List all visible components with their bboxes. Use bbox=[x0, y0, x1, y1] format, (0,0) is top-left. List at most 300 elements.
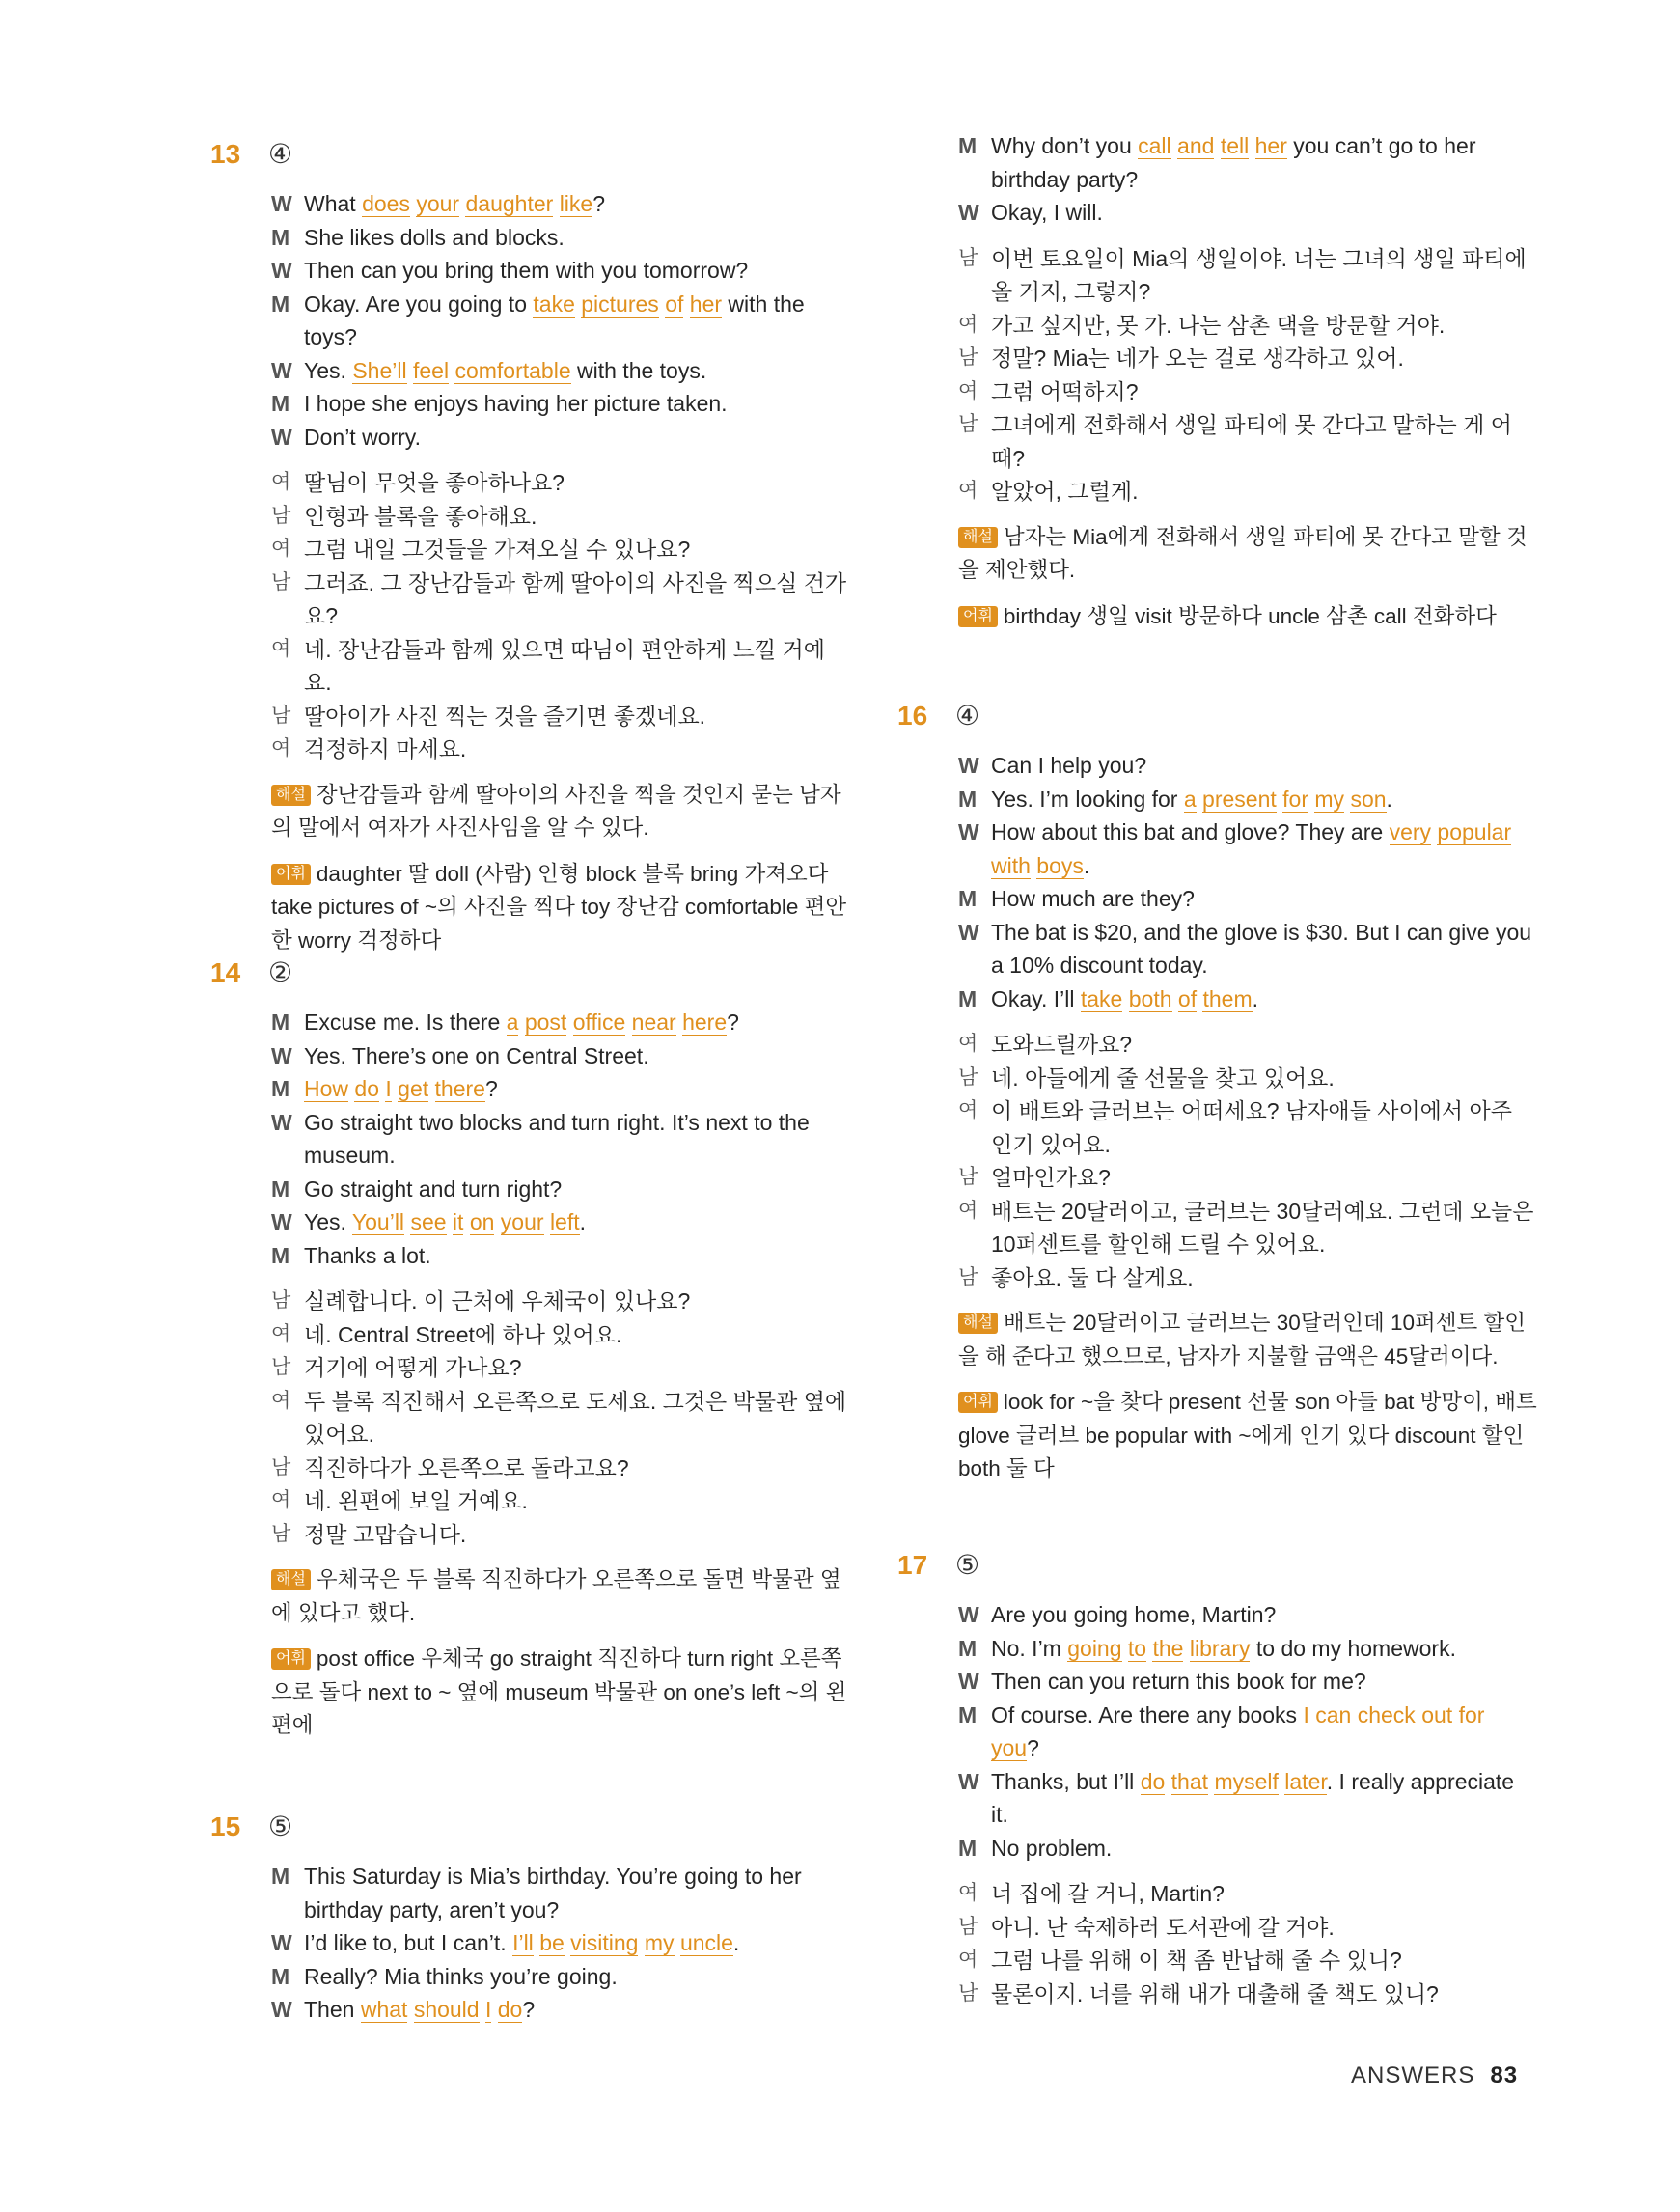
blank-answer-word: popular bbox=[1437, 819, 1512, 844]
dialogue-text bbox=[304, 254, 850, 288]
dialogue-text bbox=[304, 1173, 850, 1206]
dialogue-text bbox=[304, 354, 850, 388]
speaker-label: M bbox=[958, 1835, 978, 1861]
dialogue-segment: . bbox=[1252, 985, 1259, 1011]
dialogue-line bbox=[958, 816, 1537, 882]
blank-answer-word: on bbox=[469, 1209, 495, 1234]
korean-text: 가고 싶지만, 못 가. 나는 삼촌 댁을 방문할 거야. bbox=[991, 312, 1446, 338]
english-dialogue bbox=[271, 1860, 850, 2027]
answer-choice: ⑤ bbox=[268, 1811, 293, 1841]
explanation-badge: 해설 bbox=[271, 785, 311, 806]
dialogue-line bbox=[271, 1205, 850, 1239]
answer-choice: ⑤ bbox=[955, 1550, 980, 1580]
korean-speaker: 남 bbox=[958, 246, 978, 269]
korean-line bbox=[958, 408, 1537, 475]
blank-answer-word: I’ll bbox=[512, 1930, 534, 1955]
dialogue-segment bbox=[553, 191, 559, 216]
korean-speaker: 남 bbox=[271, 704, 291, 727]
blank-answer-word: for bbox=[1282, 786, 1308, 812]
blank-answer-word: her bbox=[689, 290, 723, 317]
explanation-text: 우체국은 두 블록 직진하다가 오른쪽으로 돌면 박물관 옆에 있다고 했다. bbox=[271, 1567, 841, 1625]
korean-line bbox=[271, 1318, 850, 1352]
dialogue-segment: Go straight and turn right? bbox=[304, 1175, 563, 1202]
dialogue-text bbox=[991, 816, 1537, 882]
korean-speaker: 남 bbox=[271, 1455, 291, 1479]
korean-text: 걱정하지 마세요. bbox=[304, 736, 467, 761]
question-number: 15 bbox=[210, 1811, 241, 1841]
english-dialogue bbox=[958, 749, 1537, 1015]
speaker-label: M bbox=[958, 985, 978, 1011]
dialogue-text bbox=[304, 221, 850, 255]
dialogue-line bbox=[271, 354, 850, 388]
korean-text: 물론이지. 너를 위해 내가 대출해 줄 책도 있니? bbox=[991, 1980, 1439, 2006]
vocab-badge: 어휘 bbox=[271, 1648, 311, 1670]
vocabulary bbox=[271, 858, 850, 958]
blank-answer-word: like bbox=[559, 191, 593, 216]
korean-speaker: 여 bbox=[958, 313, 978, 336]
speaker-label: M bbox=[958, 133, 978, 158]
dialogue-segment: . bbox=[579, 1209, 587, 1234]
dialogue-line bbox=[271, 1926, 850, 1960]
dialogue-segment bbox=[407, 1997, 413, 2022]
korean-line bbox=[271, 633, 850, 700]
dialogue-segment: . bbox=[1386, 786, 1392, 812]
dialogue-text bbox=[304, 1205, 850, 1239]
dialogue-line bbox=[271, 421, 850, 455]
blank-answer-word: to bbox=[1127, 1635, 1147, 1661]
speaker-label: M bbox=[271, 1963, 290, 1989]
dialogue-text bbox=[304, 1039, 850, 1073]
dialogue-segment: with the toys. bbox=[570, 357, 707, 383]
speaker-label: M bbox=[958, 786, 978, 812]
dialogue-segment bbox=[1122, 986, 1128, 1011]
dialogue-line bbox=[271, 1960, 850, 1994]
korean-text: 거기에 어떻게 가나요? bbox=[304, 1355, 522, 1380]
explanation-badge: 해설 bbox=[271, 1569, 311, 1590]
speaker-label: M bbox=[958, 1635, 978, 1661]
korean-text: 딸님이 무엇을 좋아하나요? bbox=[304, 470, 565, 495]
dialogue-text bbox=[991, 196, 1537, 230]
korean-translation bbox=[958, 1877, 1537, 2010]
question-number: 13 bbox=[210, 139, 241, 169]
dialogue-segment bbox=[638, 1930, 644, 1955]
blank-answer-word: take bbox=[533, 290, 575, 317]
korean-line bbox=[271, 567, 850, 633]
korean-line bbox=[958, 1094, 1537, 1161]
dialogue-segment: Yes. bbox=[304, 1209, 352, 1234]
korean-line bbox=[958, 475, 1537, 509]
blank-answer-word: them bbox=[1202, 985, 1253, 1011]
korean-line bbox=[958, 309, 1537, 343]
blank-answer-word: should bbox=[413, 1997, 480, 2022]
speaker-label: W bbox=[271, 357, 292, 383]
blank-answer-word: library bbox=[1189, 1635, 1251, 1661]
speaker-label: W bbox=[271, 1997, 292, 2022]
korean-text: 직진하다가 오른쪽으로 돌라고요? bbox=[304, 1454, 629, 1480]
dialogue-segment: I’d like to, but I can’t. bbox=[304, 1930, 513, 1955]
korean-speaker: 남 bbox=[271, 1522, 291, 1545]
english-dialogue-continued bbox=[958, 129, 1537, 230]
blank-answer-word: see bbox=[410, 1209, 447, 1234]
dialogue-segment bbox=[1249, 133, 1254, 158]
blank-answer-word: call bbox=[1138, 133, 1171, 158]
dialogue-line bbox=[271, 387, 850, 421]
blank-answer-word: out bbox=[1421, 1701, 1453, 1728]
korean-speaker: 남 bbox=[958, 1265, 978, 1288]
speaker-label: W bbox=[271, 191, 292, 216]
dialogue-text bbox=[304, 1993, 850, 2027]
explanation-text: 장난감들과 함께 딸아이의 사진을 찍을 것인지 묻는 남자의 말에서 여자가 사진사임을 알 수 있다. bbox=[271, 782, 841, 840]
korean-line bbox=[271, 533, 850, 567]
korean-speaker: 남 bbox=[958, 1166, 978, 1188]
blank-answer-word: post bbox=[524, 1009, 567, 1035]
dialogue-segment: Then can you bring them with you tomorrow? bbox=[304, 258, 749, 283]
page-footer bbox=[1351, 2062, 1518, 2089]
dialogue-segment: ? bbox=[484, 1076, 498, 1101]
korean-line bbox=[958, 375, 1537, 409]
dialogue-text bbox=[991, 1765, 1537, 1832]
answer-choice: ④ bbox=[955, 701, 980, 731]
vocab-badge: 어휘 bbox=[271, 864, 311, 885]
vocabulary bbox=[271, 1643, 850, 1743]
korean-line bbox=[958, 1195, 1537, 1261]
dialogue-line bbox=[271, 254, 850, 288]
blank-answer-word: left bbox=[549, 1209, 580, 1234]
korean-line bbox=[958, 1877, 1537, 1911]
korean-text: 정말? Mia는 네가 오는 걸로 생각하고 있어. bbox=[991, 346, 1404, 371]
blank-answer-word: daughter bbox=[465, 191, 554, 216]
blank-answer-word: do bbox=[1140, 1768, 1166, 1794]
speaker-label: M bbox=[271, 1076, 290, 1101]
blank-answer-word: do bbox=[497, 1997, 523, 2022]
dialogue-text bbox=[304, 387, 850, 421]
explanation-text: 배트는 20달러이고 글러브는 30달러인데 10퍼센트 할인을 해 준다고 했으므로, 남자가 지불할 금액은 45달러이다. bbox=[958, 1311, 1526, 1369]
korean-speaker: 여 bbox=[958, 1882, 978, 1904]
korean-line bbox=[271, 1385, 850, 1452]
blank-answer-word: her bbox=[1254, 133, 1287, 158]
dialogue-text bbox=[991, 749, 1537, 783]
speaker-label: W bbox=[271, 1209, 292, 1234]
korean-text: 정말 고맙습니다. bbox=[304, 1521, 467, 1547]
dialogue-line bbox=[958, 783, 1537, 816]
dialogue-line bbox=[271, 1860, 850, 1926]
dialogue-segment: Yes. I’m looking for bbox=[991, 786, 1184, 812]
dialogue-segment: ? bbox=[727, 1009, 739, 1035]
korean-text: 네. 아들에게 줄 선물을 찾고 있어요. bbox=[991, 1065, 1335, 1091]
korean-text: 아니. 난 숙제하러 도서관에 갈 거야. bbox=[991, 1914, 1335, 1940]
dialogue-segment: . bbox=[1083, 852, 1090, 878]
blank-answer-word: what bbox=[360, 1997, 408, 2022]
speaker-label: M bbox=[958, 1701, 978, 1728]
korean-speaker: 남 bbox=[958, 413, 978, 435]
blank-answer-word: it bbox=[452, 1209, 464, 1234]
dialogue-text bbox=[304, 1960, 850, 1994]
korean-speaker: 여 bbox=[958, 1949, 978, 1971]
blank-answer-word: your bbox=[416, 191, 460, 216]
speaker-label: M bbox=[271, 224, 290, 250]
speaker-label: W bbox=[958, 1602, 979, 1627]
blank-answer-word: you bbox=[991, 1735, 1028, 1760]
dialogue-segment: Are you going home, Martin? bbox=[991, 1602, 1277, 1627]
korean-line bbox=[271, 466, 850, 500]
blank-answer-word: office bbox=[572, 1009, 626, 1035]
korean-text: 이번 토요일이 Mia의 생일이야. 너는 그녀의 생일 파티에 올 거지, 그렇지? bbox=[991, 245, 1527, 304]
korean-text: 그녀에게 전화해서 생일 파티에 못 간다고 말하는 게 어때? bbox=[991, 412, 1512, 471]
korean-line bbox=[958, 242, 1537, 309]
page-number: 83 bbox=[1490, 2062, 1519, 2088]
blank-answer-word: myself bbox=[1214, 1768, 1279, 1794]
dialogue-segment: No problem. bbox=[991, 1835, 1113, 1861]
blank-answer-word: You’ll bbox=[351, 1209, 405, 1234]
blank-answer-word: present bbox=[1202, 786, 1277, 812]
vocabulary bbox=[958, 600, 1537, 634]
korean-line bbox=[958, 342, 1537, 375]
vocabulary bbox=[958, 1386, 1537, 1486]
korean-line bbox=[271, 733, 850, 766]
question-number: 17 bbox=[897, 1550, 928, 1580]
korean-translation bbox=[958, 242, 1537, 509]
blank-answer-word: later bbox=[1284, 1768, 1327, 1794]
korean-text: 네. Central Street에 하나 있어요. bbox=[304, 1321, 622, 1347]
dialogue-text bbox=[304, 187, 850, 221]
blank-answer-word: How bbox=[304, 1076, 349, 1101]
dialogue-segment: Okay. I’ll bbox=[991, 985, 1081, 1011]
blank-answer-word: comfortable bbox=[454, 357, 571, 383]
dialogue-line bbox=[958, 1699, 1537, 1765]
speaker-label: M bbox=[958, 886, 978, 911]
korean-speaker: 남 bbox=[271, 1289, 291, 1312]
dialogue-text bbox=[991, 1665, 1537, 1699]
korean-speaker: 여 bbox=[271, 471, 291, 493]
explanation bbox=[271, 1563, 850, 1630]
blank-answer-word: She’ll bbox=[352, 357, 407, 383]
dialogue-segment bbox=[683, 291, 689, 317]
korean-text: 좋아요. 둘 다 살게요. bbox=[991, 1264, 1194, 1290]
answer-choice: ④ bbox=[268, 139, 293, 169]
dialogue-text bbox=[991, 1832, 1537, 1866]
dialogue-text bbox=[991, 783, 1537, 816]
dialogue-segment bbox=[625, 1009, 631, 1035]
speaker-label: W bbox=[958, 1669, 979, 1694]
korean-text: 딸아이가 사진 찍는 것을 즐기면 좋겠네요. bbox=[304, 703, 706, 729]
vocab-badge: 어휘 bbox=[958, 1392, 998, 1413]
dialogue-segment: I hope she enjoys having her picture taken. bbox=[304, 391, 728, 416]
speaker-label: M bbox=[271, 1009, 290, 1035]
dialogue-segment bbox=[518, 1009, 524, 1035]
dialogue-line bbox=[958, 1598, 1537, 1632]
speaker-label: W bbox=[271, 1109, 292, 1135]
dialogue-text bbox=[991, 1632, 1537, 1666]
korean-text: 배트는 20달러이고, 글러브는 30달러예요. 그런데 오늘은 10퍼센트를 할인해 드릴 수 있어요. bbox=[991, 1198, 1534, 1257]
korean-speaker: 남 bbox=[271, 504, 291, 527]
speaker-label: W bbox=[271, 1042, 292, 1068]
dialogue-segment bbox=[544, 1209, 550, 1234]
vocab-text: post office 우체국 go straight 직진하다 turn right 오른쪽으로 돌다 next to ~ 옆에 museum 박물관 on one’s left ~의 왼편에 bbox=[271, 1646, 847, 1737]
blank-answer-word: here bbox=[682, 1009, 728, 1035]
korean-speaker: 남 bbox=[271, 570, 291, 594]
english-dialogue bbox=[958, 1598, 1537, 1865]
dialogue-line bbox=[958, 1765, 1537, 1832]
speaker-label: M bbox=[271, 391, 290, 416]
blank-answer-word: son bbox=[1350, 786, 1387, 812]
korean-speaker: 여 bbox=[271, 1389, 291, 1412]
blank-answer-word: pictures bbox=[581, 290, 659, 317]
korean-speaker: 여 bbox=[958, 1099, 978, 1121]
dialogue-segment: . bbox=[732, 1930, 740, 1955]
dialogue-segment bbox=[1351, 1702, 1357, 1728]
blank-answer-word: get bbox=[398, 1076, 429, 1101]
blank-answer-word: I bbox=[484, 1997, 492, 2022]
korean-line bbox=[958, 1911, 1537, 1945]
dialogue-segment bbox=[1183, 1636, 1189, 1661]
dialogue-line bbox=[271, 1072, 850, 1106]
korean-line bbox=[958, 1977, 1537, 2011]
dialogue-line bbox=[271, 187, 850, 221]
korean-text: 알았어, 그럴게. bbox=[991, 479, 1139, 504]
korean-text: 두 블록 직진해서 오른쪽으로 도세요. 그것은 박물관 옆에 있어요. bbox=[304, 1388, 847, 1447]
korean-text: 얼마인가요? bbox=[991, 1165, 1111, 1190]
dialogue-segment bbox=[428, 1076, 434, 1101]
dialogue-segment: How about this bat and glove? They are bbox=[991, 819, 1390, 844]
speaker-label: W bbox=[958, 919, 979, 945]
blank-answer-word: near bbox=[631, 1009, 676, 1035]
dialogue-segment: Yes. bbox=[304, 357, 353, 383]
dialogue-line bbox=[958, 1665, 1537, 1699]
dialogue-segment bbox=[1452, 1702, 1458, 1728]
english-dialogue bbox=[271, 1006, 850, 1272]
dialogue-text bbox=[304, 1072, 850, 1106]
korean-speaker: 여 bbox=[271, 1489, 291, 1511]
vocab-badge: 어휘 bbox=[958, 606, 998, 627]
korean-line bbox=[958, 1161, 1537, 1195]
blank-answer-word: take bbox=[1080, 985, 1123, 1011]
speaker-label: M bbox=[271, 1175, 290, 1202]
vocab-text: look for ~을 찾다 present 선물 son 아들 bat 방망이, 배트 glove 글러브 be popular with ~에게 인기 있다 discount 할인 both 둘 다 bbox=[958, 1390, 1537, 1480]
dialogue-segment: with the toys? bbox=[304, 290, 805, 349]
dialogue-segment bbox=[675, 1930, 680, 1955]
blank-answer-word: my bbox=[644, 1930, 675, 1955]
dialogue-text bbox=[304, 1926, 850, 1960]
dialogue-segment bbox=[463, 1209, 469, 1234]
korean-speaker: 여 bbox=[271, 737, 291, 760]
dialogue-segment: She likes dolls and blocks. bbox=[304, 224, 565, 250]
dialogue-segment: Then can you return this book for me? bbox=[991, 1669, 1366, 1694]
korean-text: 그럼 나를 위해 이 책 좀 반납해 줄 수 있니? bbox=[991, 1948, 1402, 1973]
blank-answer-word: uncle bbox=[679, 1930, 733, 1955]
dialogue-line bbox=[271, 288, 850, 354]
korean-line bbox=[271, 1484, 850, 1518]
speaker-label: W bbox=[271, 1930, 292, 1955]
english-dialogue bbox=[271, 187, 850, 454]
blank-answer-word: of bbox=[1177, 985, 1198, 1011]
dialogue-line bbox=[271, 221, 850, 255]
korean-text: 네. 장난감들과 함께 있으면 따님이 편안하게 느낄 거예요. bbox=[304, 636, 825, 695]
korean-line bbox=[271, 700, 850, 733]
dialogue-segment bbox=[566, 1009, 572, 1035]
blank-answer-word: does bbox=[362, 191, 410, 216]
dialogue-segment bbox=[407, 358, 413, 383]
korean-text: 그럼 어떡하지? bbox=[991, 378, 1139, 404]
korean-line bbox=[271, 1518, 850, 1552]
blank-answer-word: a bbox=[1183, 786, 1197, 812]
speaker-label: W bbox=[958, 200, 979, 225]
dialogue-segment: Thanks a lot. bbox=[304, 1242, 431, 1268]
blank-answer-word: check bbox=[1357, 1701, 1416, 1728]
blank-answer-word: do bbox=[354, 1076, 379, 1101]
korean-text: 너 집에 갈 거니, Martin? bbox=[991, 1881, 1225, 1906]
blank-answer-word: going bbox=[1067, 1635, 1122, 1661]
dialogue-segment: Okay. Are you going to bbox=[304, 290, 534, 317]
dialogue-segment: Then bbox=[304, 1997, 361, 2022]
korean-line bbox=[958, 1261, 1537, 1295]
korean-speaker: 남 bbox=[271, 1356, 291, 1378]
dialogue-segment: Why don’t you bbox=[991, 133, 1139, 158]
dialogue-text bbox=[304, 1239, 850, 1273]
dialogue-segment bbox=[1165, 1769, 1170, 1794]
korean-line bbox=[958, 1062, 1537, 1095]
speaker-label: M bbox=[271, 1242, 290, 1268]
dialogue-line bbox=[958, 129, 1537, 196]
blank-answer-word: with bbox=[991, 852, 1031, 878]
korean-speaker: 여 bbox=[271, 1322, 291, 1345]
explanation bbox=[958, 521, 1537, 588]
dialogue-text bbox=[991, 129, 1537, 196]
blank-answer-word: both bbox=[1128, 985, 1172, 1011]
blank-answer-word: tell bbox=[1220, 133, 1250, 158]
speaker-label: W bbox=[958, 819, 979, 844]
vocab-text: daughter 딸 doll (사람) 인형 block 블록 bring 가져오다 take pictures of ~의 사진을 찍다 toy 장난감 comfortable 편안한 worry 걱정하다 bbox=[271, 861, 847, 953]
explanation bbox=[958, 1307, 1537, 1373]
dialogue-segment bbox=[494, 1209, 500, 1234]
blank-answer-word: the bbox=[1152, 1635, 1184, 1661]
blank-answer-word: boys bbox=[1036, 852, 1084, 878]
question-number: 14 bbox=[210, 957, 241, 987]
korean-speaker: 여 bbox=[271, 637, 291, 660]
dialogue-segment: Go straight two blocks and turn right. It’s next to the museum. bbox=[304, 1109, 810, 1168]
korean-text: 이 배트와 글러브는 어떠세요? 남자애들 사이에서 아주 인기 있어요. bbox=[991, 1098, 1512, 1157]
blank-answer-word: visiting bbox=[570, 1930, 639, 1955]
dialogue-text bbox=[991, 882, 1537, 916]
blank-answer-word: of bbox=[665, 290, 684, 317]
dialogue-line bbox=[271, 1173, 850, 1206]
blank-answer-word: be bbox=[539, 1930, 565, 1955]
dialogue-segment: . I really appreciate it. bbox=[991, 1768, 1515, 1827]
korean-speaker: 여 bbox=[958, 379, 978, 402]
dialogue-segment: How much are they? bbox=[991, 886, 1195, 911]
dialogue-segment: ? bbox=[522, 1997, 536, 2022]
dialogue-line bbox=[271, 1039, 850, 1073]
korean-speaker: 남 bbox=[958, 1065, 978, 1089]
dialogue-text bbox=[304, 421, 850, 455]
korean-text: 그럼 내일 그것들을 가져오실 수 있나요? bbox=[304, 537, 691, 562]
blank-answer-word: I bbox=[385, 1076, 392, 1101]
korean-text: 실례합니다. 이 근처에 우체국이 있나요? bbox=[304, 1288, 691, 1313]
dialogue-line bbox=[958, 196, 1537, 230]
korean-translation bbox=[271, 1285, 850, 1551]
dialogue-line bbox=[958, 916, 1537, 982]
korean-speaker: 여 bbox=[958, 1199, 978, 1222]
blank-answer-word: a bbox=[506, 1009, 519, 1035]
korean-speaker: 남 bbox=[958, 346, 978, 369]
blank-answer-word: very bbox=[1389, 819, 1432, 844]
dialogue-segment bbox=[447, 1209, 453, 1234]
dialogue-line bbox=[271, 1239, 850, 1273]
dialogue-text bbox=[991, 1699, 1537, 1765]
speaker-label: W bbox=[271, 424, 292, 450]
explanation-text: 남자는 Mia에게 전화해서 생일 파티에 못 간다고 말할 것을 제안했다. bbox=[958, 524, 1528, 582]
speaker-label: M bbox=[271, 290, 290, 317]
dialogue-segment: Of course. Are there any books bbox=[991, 1701, 1304, 1728]
